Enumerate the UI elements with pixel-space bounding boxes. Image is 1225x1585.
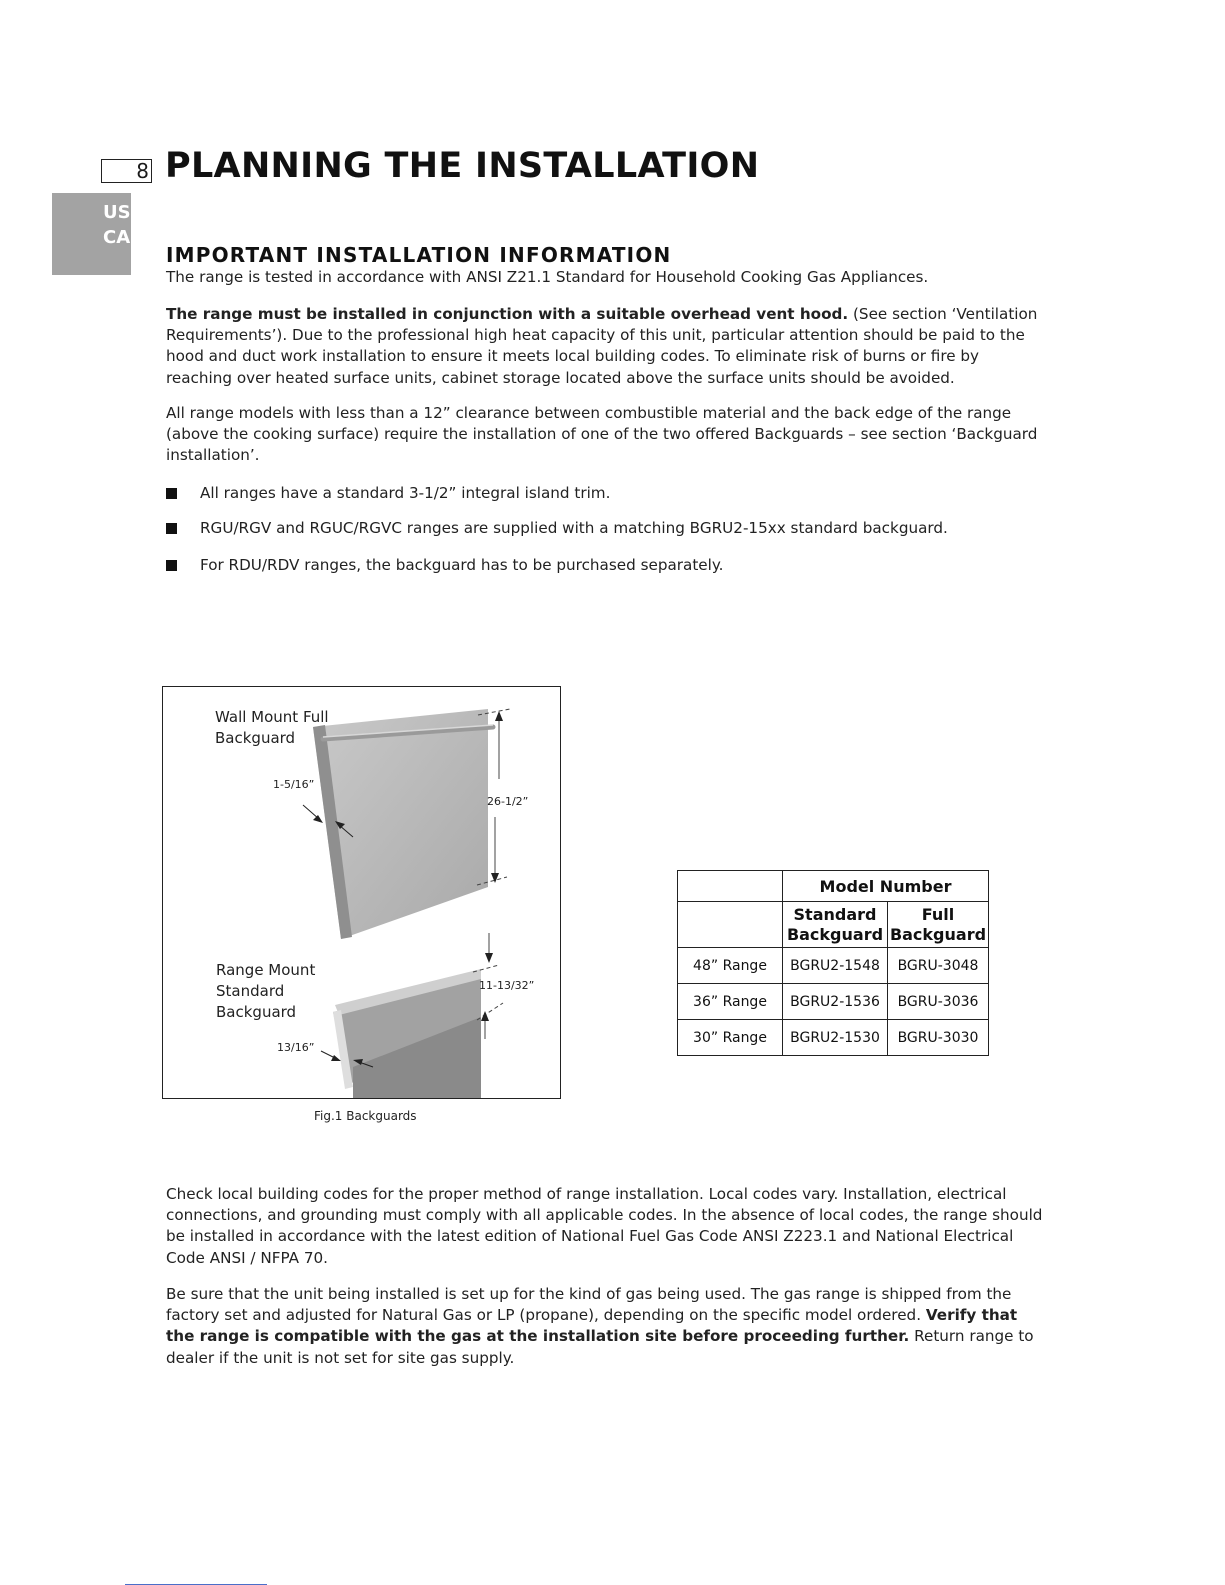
gas-bold-text: Verify that the range is compatible with the gas at the installation site before proceeding further. [166, 1306, 1018, 1346]
dim-height-full: 26-1/2” [487, 795, 529, 808]
intro-paragraph: The range is tested in accordance with ANSI Z21.1 Standard for Household Cooking Gas Appliances. [166, 268, 929, 286]
figure-caption: Fig.1 Backguards [314, 1109, 417, 1123]
bullet-text: RGU/RGV and RGUC/RGVC ranges are supplied with a matching BGRU2-15xx standard backguard. [200, 519, 948, 537]
range-mount-label-line: Range Mount [216, 961, 316, 979]
table-row [678, 1020, 989, 1056]
standard-model-cell: BGRU2-1536 [783, 984, 888, 1020]
dim-height-standard: 11-13/32” [479, 979, 535, 992]
table-cell [678, 871, 783, 902]
hood-paragraph [166, 304, 1046, 389]
clearance-paragraph: All range models with less than a 12” clearance between combustible material and the back edge of the range (above the cooking surface) require the installation of one of the two offered Backguards – see section ‘Backguard installation’. [166, 404, 1038, 465]
standard-model-cell: BGRU2-1548 [783, 948, 888, 984]
dim-depth-full: 1-5/16” [273, 778, 315, 791]
range-mount-label [216, 960, 315, 1023]
header-line: Standard [793, 904, 877, 924]
hood-rest-text: (See section ‘Ventilation Requirements’). Due to the professional high heat capacity of this unit, particular attention should be paid to the hood and duct work installation to ensure it meets local building codes. To eliminate risk of burns or fire by reaching over heated surface units, cabinet storage located above the surface units should be avoided. [166, 305, 1038, 387]
bullet-square-icon [166, 523, 177, 534]
gas-end-text: Return range to dealer if the unit is not set for site gas supply. [166, 1327, 1034, 1367]
gas-type-paragraph [166, 1284, 1046, 1369]
arrow-head-icon [495, 711, 503, 721]
bullet-text: All ranges have a standard 3-1/2” integral island trim. [200, 484, 611, 502]
hood-bold-text: The range must be installed in conjunction with a suitable overhead vent hood. [166, 305, 849, 323]
full-model-cell: BGRU-3030 [888, 1020, 989, 1056]
table-cell [678, 902, 783, 948]
page-title: PLANNING THE INSTALLATION [165, 146, 760, 186]
backguard-figure [162, 686, 561, 1099]
range-mount-label-line: Standard [216, 982, 285, 1000]
bullet-text: For RDU/RDV ranges, the backguard has to be purchased separately. [200, 556, 724, 574]
header-line: Backguard [786, 924, 884, 944]
model-number-table [677, 870, 989, 1056]
model-number-header: Model Number [783, 871, 989, 902]
range-mount-label-line: Backguard [216, 1003, 297, 1021]
range-size-cell: 30” Range [678, 1020, 783, 1056]
arrow-head-icon [331, 1055, 341, 1061]
table-subheader-row [678, 902, 989, 948]
standard-backguard-header [783, 902, 888, 948]
header-line: Full [921, 904, 955, 924]
wall-mount-label-line: Wall Mount Full [215, 708, 329, 726]
full-backguard-header [888, 902, 989, 948]
bullet-item [166, 483, 610, 504]
full-model-cell: BGRU-3048 [888, 948, 989, 984]
bullet-square-icon [166, 488, 177, 499]
range-size-cell: 36” Range [678, 984, 783, 1020]
table-header-row [678, 871, 989, 902]
region-ca: CA [103, 227, 131, 248]
wall-mount-label-line: Backguard [215, 729, 296, 747]
wall-mount-label [215, 707, 329, 749]
arrow-head-icon [485, 953, 493, 963]
bullet-item [166, 555, 724, 576]
arrow-head-icon [491, 873, 499, 883]
dim-depth-standard: 13/16” [277, 1041, 315, 1054]
section-heading: IMPORTANT INSTALLATION INFORMATION [166, 243, 672, 267]
header-line: Backguard [889, 924, 987, 944]
building-codes-paragraph: Check local building codes for the proper method of range installation. Local codes vary. Installation, electrical connections, and grounding must comply with all applicable codes. In the absence of local codes, the range should be installed in accordance with the latest edition of National Fuel Gas Code ANSI Z223.1 and National Electrical Code ANSI / NFPA 70. [166, 1185, 1043, 1267]
region-tab [52, 193, 131, 275]
bullet-item [166, 518, 948, 539]
full-model-cell: BGRU-3036 [888, 984, 989, 1020]
bullet-square-icon [166, 560, 177, 571]
table-row [678, 984, 989, 1020]
arrow-head-icon [313, 815, 323, 823]
standard-model-cell: BGRU2-1530 [783, 1020, 888, 1056]
region-us: US [103, 202, 131, 223]
table-row [678, 948, 989, 984]
arrow-head-icon [481, 1011, 489, 1021]
page-number: 8 [101, 159, 152, 183]
range-size-cell: 48” Range [678, 948, 783, 984]
gas-intro-text: Be sure that the unit being installed is set up for the kind of gas being used. The gas range is shipped from the factory set and adjusted for Natural Gas or LP (propane), depending on the specific model ordered. [166, 1285, 1012, 1325]
